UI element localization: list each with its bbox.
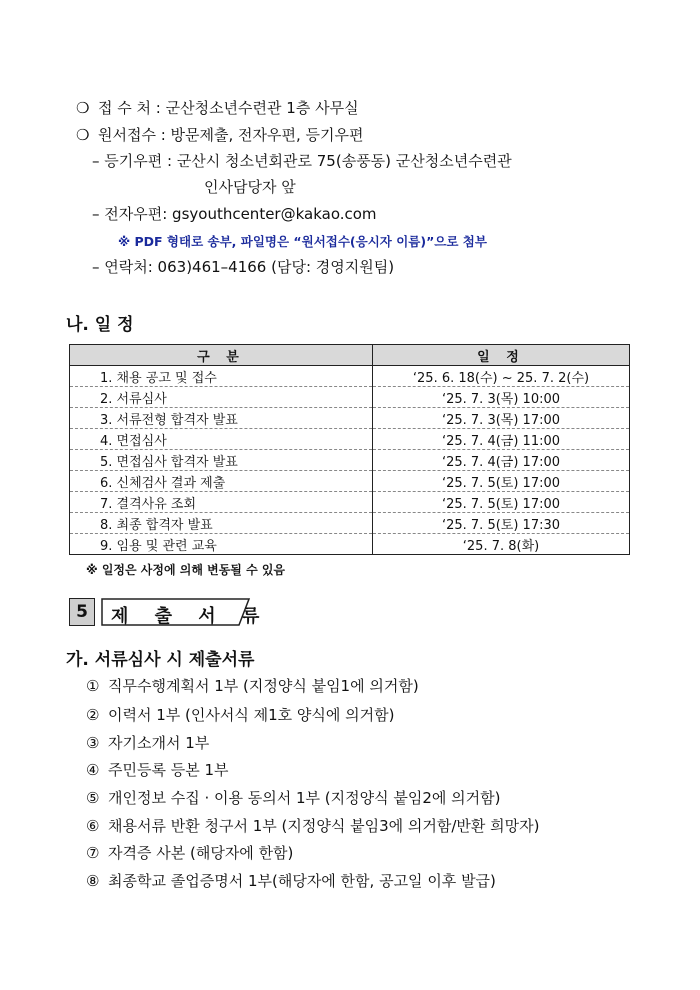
schedule-date-cell: ‘25. 6. 18(수) ~ 25. 7. 2(수) [373,366,630,387]
schedule-item-cell: 1. 채용 공고 및 접수 [70,366,373,387]
list-item-number: ① [86,677,100,695]
list-item [86,704,394,725]
table-row [70,366,630,387]
table-row [70,513,630,534]
schedule-item-cell: 2. 서류심사 [70,387,373,408]
list-item [86,870,496,891]
schedule-date-cell: ‘25. 7. 5(토) 17:30 [373,513,630,534]
contact-line: – 연락처: 063)461–4166 (담당: 경영지원팀) [92,258,395,276]
list-item-text: 최종학교 졸업증명서 1부(해당자에 한함, 공고일 이후 발급) [108,872,496,890]
schedule-item-cell: 4. 면접심사 [70,429,373,450]
schedule-heading: 나. 일 정 [66,315,134,335]
email-note: ※ PDF 형태로 송부, 파일명은 “원서접수(응시자 이름)”으로 첨부 [118,234,487,249]
table-row [70,387,630,408]
application-method-line [76,125,364,145]
table-header-row [70,345,630,366]
list-item [86,815,539,836]
column-header-item: 구 분 [70,345,373,366]
schedule-item-cell: 7. 결격사유 조회 [70,492,373,513]
schedule-date-cell: ‘25. 7. 8(화) [373,534,630,555]
reception-office-text: 접 수 처 : 군산청소년수련관 1층 사무실 [98,99,359,117]
schedule-note: ※ 일정은 사정에 의해 변동될 수 있음 [86,563,286,577]
list-item [86,675,419,696]
section-title: 제 출 서 류 [111,606,270,627]
schedule-date-cell: ‘25. 7. 5(토) 17:00 [373,471,630,492]
section-title-box [101,598,270,627]
list-item-number: ⑤ [86,789,100,807]
circle-bullet-icon: ❍ [76,126,90,144]
schedule-item-cell: 9. 임용 및 관련 교육 [70,534,373,555]
section-5-header [69,598,270,627]
schedule-date-cell: ‘25. 7. 3(목) 10:00 [373,387,630,408]
registered-mail-recipient: 인사담당자 앞 [204,178,296,196]
schedule-item-cell: 5. 면접심사 합격자 발표 [70,450,373,471]
application-method-text: 원서접수 : 방문제출, 전자우편, 등기우편 [98,126,364,144]
schedule-item-cell: 6. 신체검사 결과 제출 [70,471,373,492]
list-item-text: 채용서류 반환 청구서 1부 (지정양식 붙임3에 의거함/반환 희망자) [108,817,540,835]
table-row [70,429,630,450]
list-item-text: 개인정보 수집 · 이용 동의서 1부 (지정양식 붙임2에 의거함) [108,789,501,807]
circle-bullet-icon: ❍ [76,99,90,117]
list-item-number: ② [86,706,100,724]
table-row [70,471,630,492]
list-item-text: 직무수행계획서 1부 (지정양식 붙임1에 의거함) [108,677,419,695]
email-line: – 전자우편: gsyouthcenter@kakao.com [92,205,377,223]
column-header-date: 일 정 [373,345,630,366]
schedule-table [69,344,630,555]
list-item [86,787,501,808]
table-row [70,408,630,429]
list-item-number: ⑦ [86,844,100,862]
registered-mail-line: – 등기우편 : 군산시 청소년회관로 75(송풍동) 군산청소년수련관 [92,152,512,170]
schedule-item-cell: 8. 최종 합격자 발표 [70,513,373,534]
schedule-date-cell: ‘25. 7. 5(토) 17:00 [373,492,630,513]
schedule-date-cell: ‘25. 7. 3(목) 17:00 [373,408,630,429]
schedule-date-cell: ‘25. 7. 4(금) 17:00 [373,450,630,471]
list-item-text: 자격증 사본 (해당자에 한함) [108,844,294,862]
reception-office-line [76,98,359,118]
documents-heading: 가. 서류심사 시 제출서류 [66,650,255,670]
table-row [70,534,630,555]
list-item-text: 자기소개서 1부 [108,734,210,752]
list-item [86,732,209,753]
table-row [70,450,630,471]
list-item-text: 주민등록 등본 1부 [108,761,229,779]
list-item [86,842,293,863]
list-item-number: ⑥ [86,817,100,835]
section-number: 5 [69,598,95,626]
schedule-item-cell: 3. 서류전형 합격자 발표 [70,408,373,429]
list-item-number: ③ [86,734,100,752]
list-item-number: ④ [86,761,100,779]
schedule-date-cell: ‘25. 7. 4(금) 11:00 [373,429,630,450]
table-row [70,492,630,513]
list-item-text: 이력서 1부 (인사서식 제1호 양식에 의거함) [108,706,395,724]
list-item-number: ⑧ [86,872,100,890]
list-item [86,759,229,780]
